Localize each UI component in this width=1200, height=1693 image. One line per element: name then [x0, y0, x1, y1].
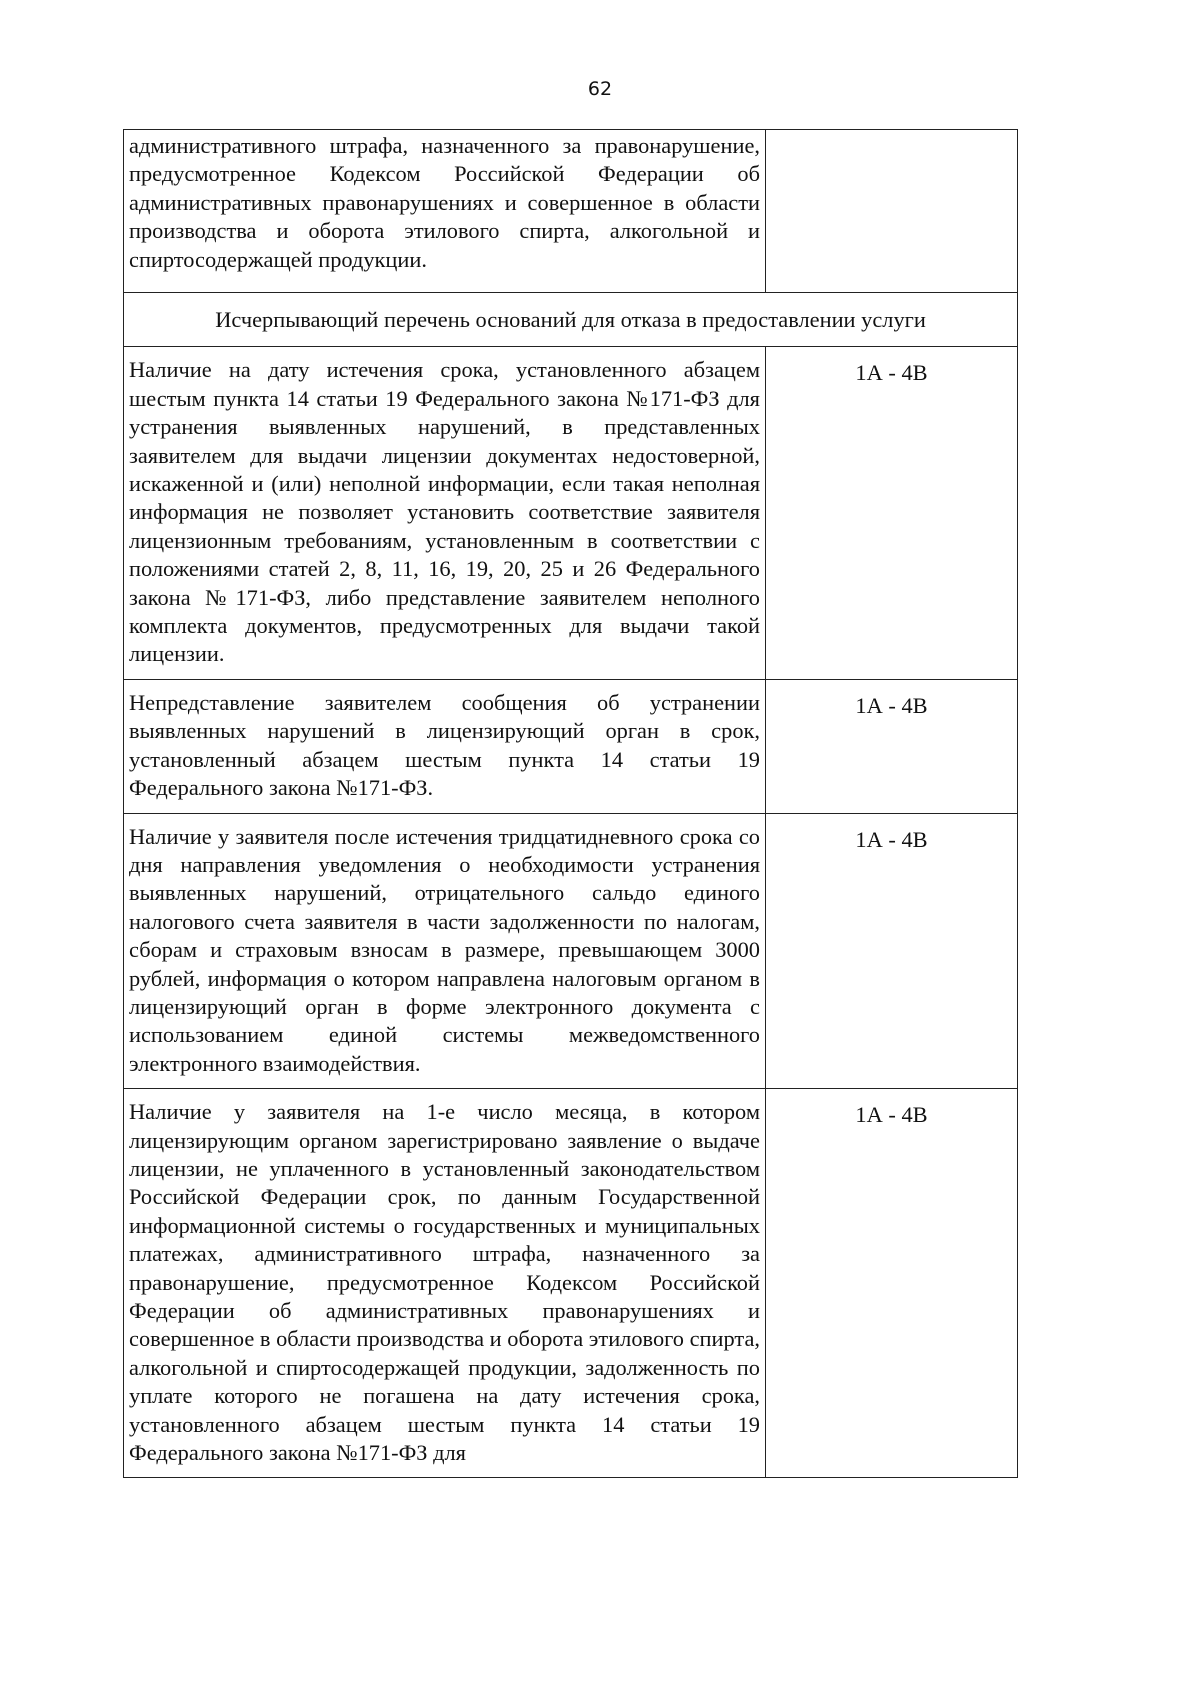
ground-code: 1А - 4В — [766, 347, 1018, 679]
table-row-section-header — [124, 293, 1018, 347]
ground-text: Наличие на дату истечения срока, установленного абзацем шестым пункта 14 статьи 19 Федерального закона №171-ФЗ для устранения выявленных нарушений, в представленных заявителем для выдачи лицензии документах недостоверной, искаженной и (или) неполной информации, если такая неполная информация не позволяет установить соответствие заявителя лицензионным требованиям, установленным в соответствии с положениями статей 2, 8, 11, 16, 19, 20, 25 и 26 Федерального закона №171-ФЗ, либо представление заявителем неполного комплекта документов, предусмотренных для выдачи такой лицензии. — [124, 347, 766, 679]
table-row-continuation — [124, 130, 1018, 293]
table-row — [124, 679, 1018, 813]
ground-code: 1А - 4В — [766, 813, 1018, 1089]
ground-code: 1А - 4В — [766, 679, 1018, 813]
ground-text: Наличие у заявителя после истечения тридцатидневного срока со дня направления уведомления о необходимости устранения выявленных нарушений, отрицательного сальдо единого налогового счета заявителя в части задолженности по налогам, сборам и страховым взносам в размере, превышающем 3000 рублей, информация о котором направлена налоговым органом в лицензирующий орган в форме электронного документа с использованием единой системы межведомственного электронного взаимодействия. — [124, 813, 766, 1089]
ground-text: Наличие у заявителя на 1-е число месяца, в котором лицензирующим органом зарегистрировано заявление о выдаче лицензии, не уплаченного в установленный законодательством Российской Федерации срок, по данным Государственной информационной системы о государственных и муниципальных платежах, административного штрафа, назначенного за правонарушение, предусмотренное Кодексом Российской Федерации об административных правонарушениях и совершенное в области производства и оборота этилового спирта, алкогольной и спиртосодержащей продукции, задолженность по уплате которого не погашена на дату истечения срока, установленного абзацем шестым пункта 14 статьи 19 Федерального закона №171-ФЗ для — [124, 1089, 766, 1478]
page-number: 62 — [587, 78, 613, 100]
continuation-text: административного штрафа, назначенного за правонарушение, предусмотренное Кодексом Российской Федерации об административных правонарушениях и совершенное в области производства и оборота этилового спирта, алкогольной и спиртосодержащей продукции. — [124, 130, 766, 293]
table-row — [124, 813, 1018, 1089]
ground-text: Непредставление заявителем сообщения об устранении выявленных нарушений в лицензирующий орган в срок, установленный абзацем шестым пункта 14 статьи 19 Федерального закона №171-ФЗ. — [124, 679, 766, 813]
section-header: Исчерпывающий перечень оснований для отказа в предоставлении услуги — [124, 293, 1018, 347]
table-row — [124, 347, 1018, 679]
table-row — [124, 1089, 1018, 1478]
ground-code: 1А - 4В — [766, 1089, 1018, 1478]
continuation-code — [766, 130, 1018, 293]
grounds-table — [123, 129, 1018, 1478]
